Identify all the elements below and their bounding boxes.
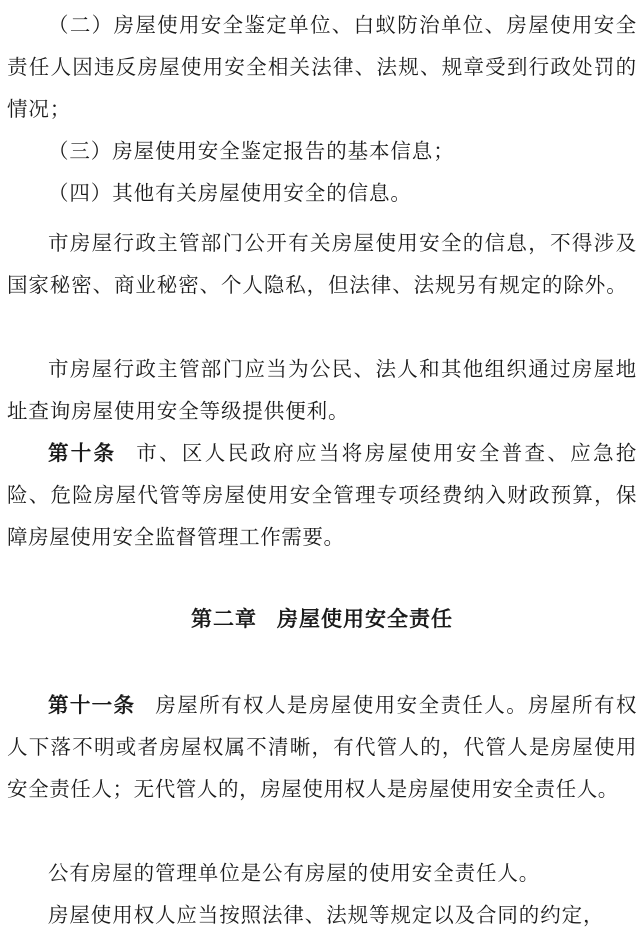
item-two-paragraph: （二）房屋使用安全鉴定单位、白蚁防治单位、房屋使用安全责任人因违反房屋使用安全相关法律、法规、规章受到行政处罚的情况；: [7, 13, 637, 121]
address-query-paragraph: 市房屋行政主管部门应当为公民、法人和其他组织通过房屋地址查询房屋使用安全等级提供便利。: [7, 357, 637, 423]
article-10-paragraph: [7, 432, 637, 558]
chapter-heading: [0, 598, 644, 640]
article-10-text: 市、区人民政府应当将房屋使用安全普查、应急抢险、危险房屋代管等房屋使用安全管理专项经费纳入财政预算，保障房屋使用安全监督管理工作需要。: [7, 441, 638, 549]
article-11-paragraph: [7, 684, 637, 810]
article-11-text: 房屋所有权人是房屋使用安全责任人。房屋所有权人下落不明或者房屋权属不清晰，有代管人的，代管人是房屋使用安全责任人；无代管人的，房屋使用权人是房屋使用安全责任人。: [7, 693, 637, 801]
disclosure-limit-paragraph: 市房屋行政主管部门公开有关房屋使用安全的信息，不得涉及国家秘密、商业秘密、个人隐私，但法律、法规另有规定的除外。: [7, 231, 637, 297]
item-four-paragraph: （四）其他有关房屋使用安全的信息。: [48, 181, 412, 205]
user-obligation-paragraph: 房屋使用权人应当按照法律、法规等规定以及合同的约定，: [48, 903, 605, 927]
chapter-number: 第二章: [191, 607, 257, 631]
chapter-title: 房屋使用安全责任: [277, 607, 453, 631]
article-11-label: 第十一条: [48, 693, 136, 717]
article-10-label: 第十条: [48, 441, 117, 465]
public-housing-paragraph: 公有房屋的管理单位是公有房屋的使用安全责任人。: [48, 861, 541, 885]
item-three-paragraph: （三）房屋使用安全鉴定报告的基本信息；: [48, 139, 455, 163]
